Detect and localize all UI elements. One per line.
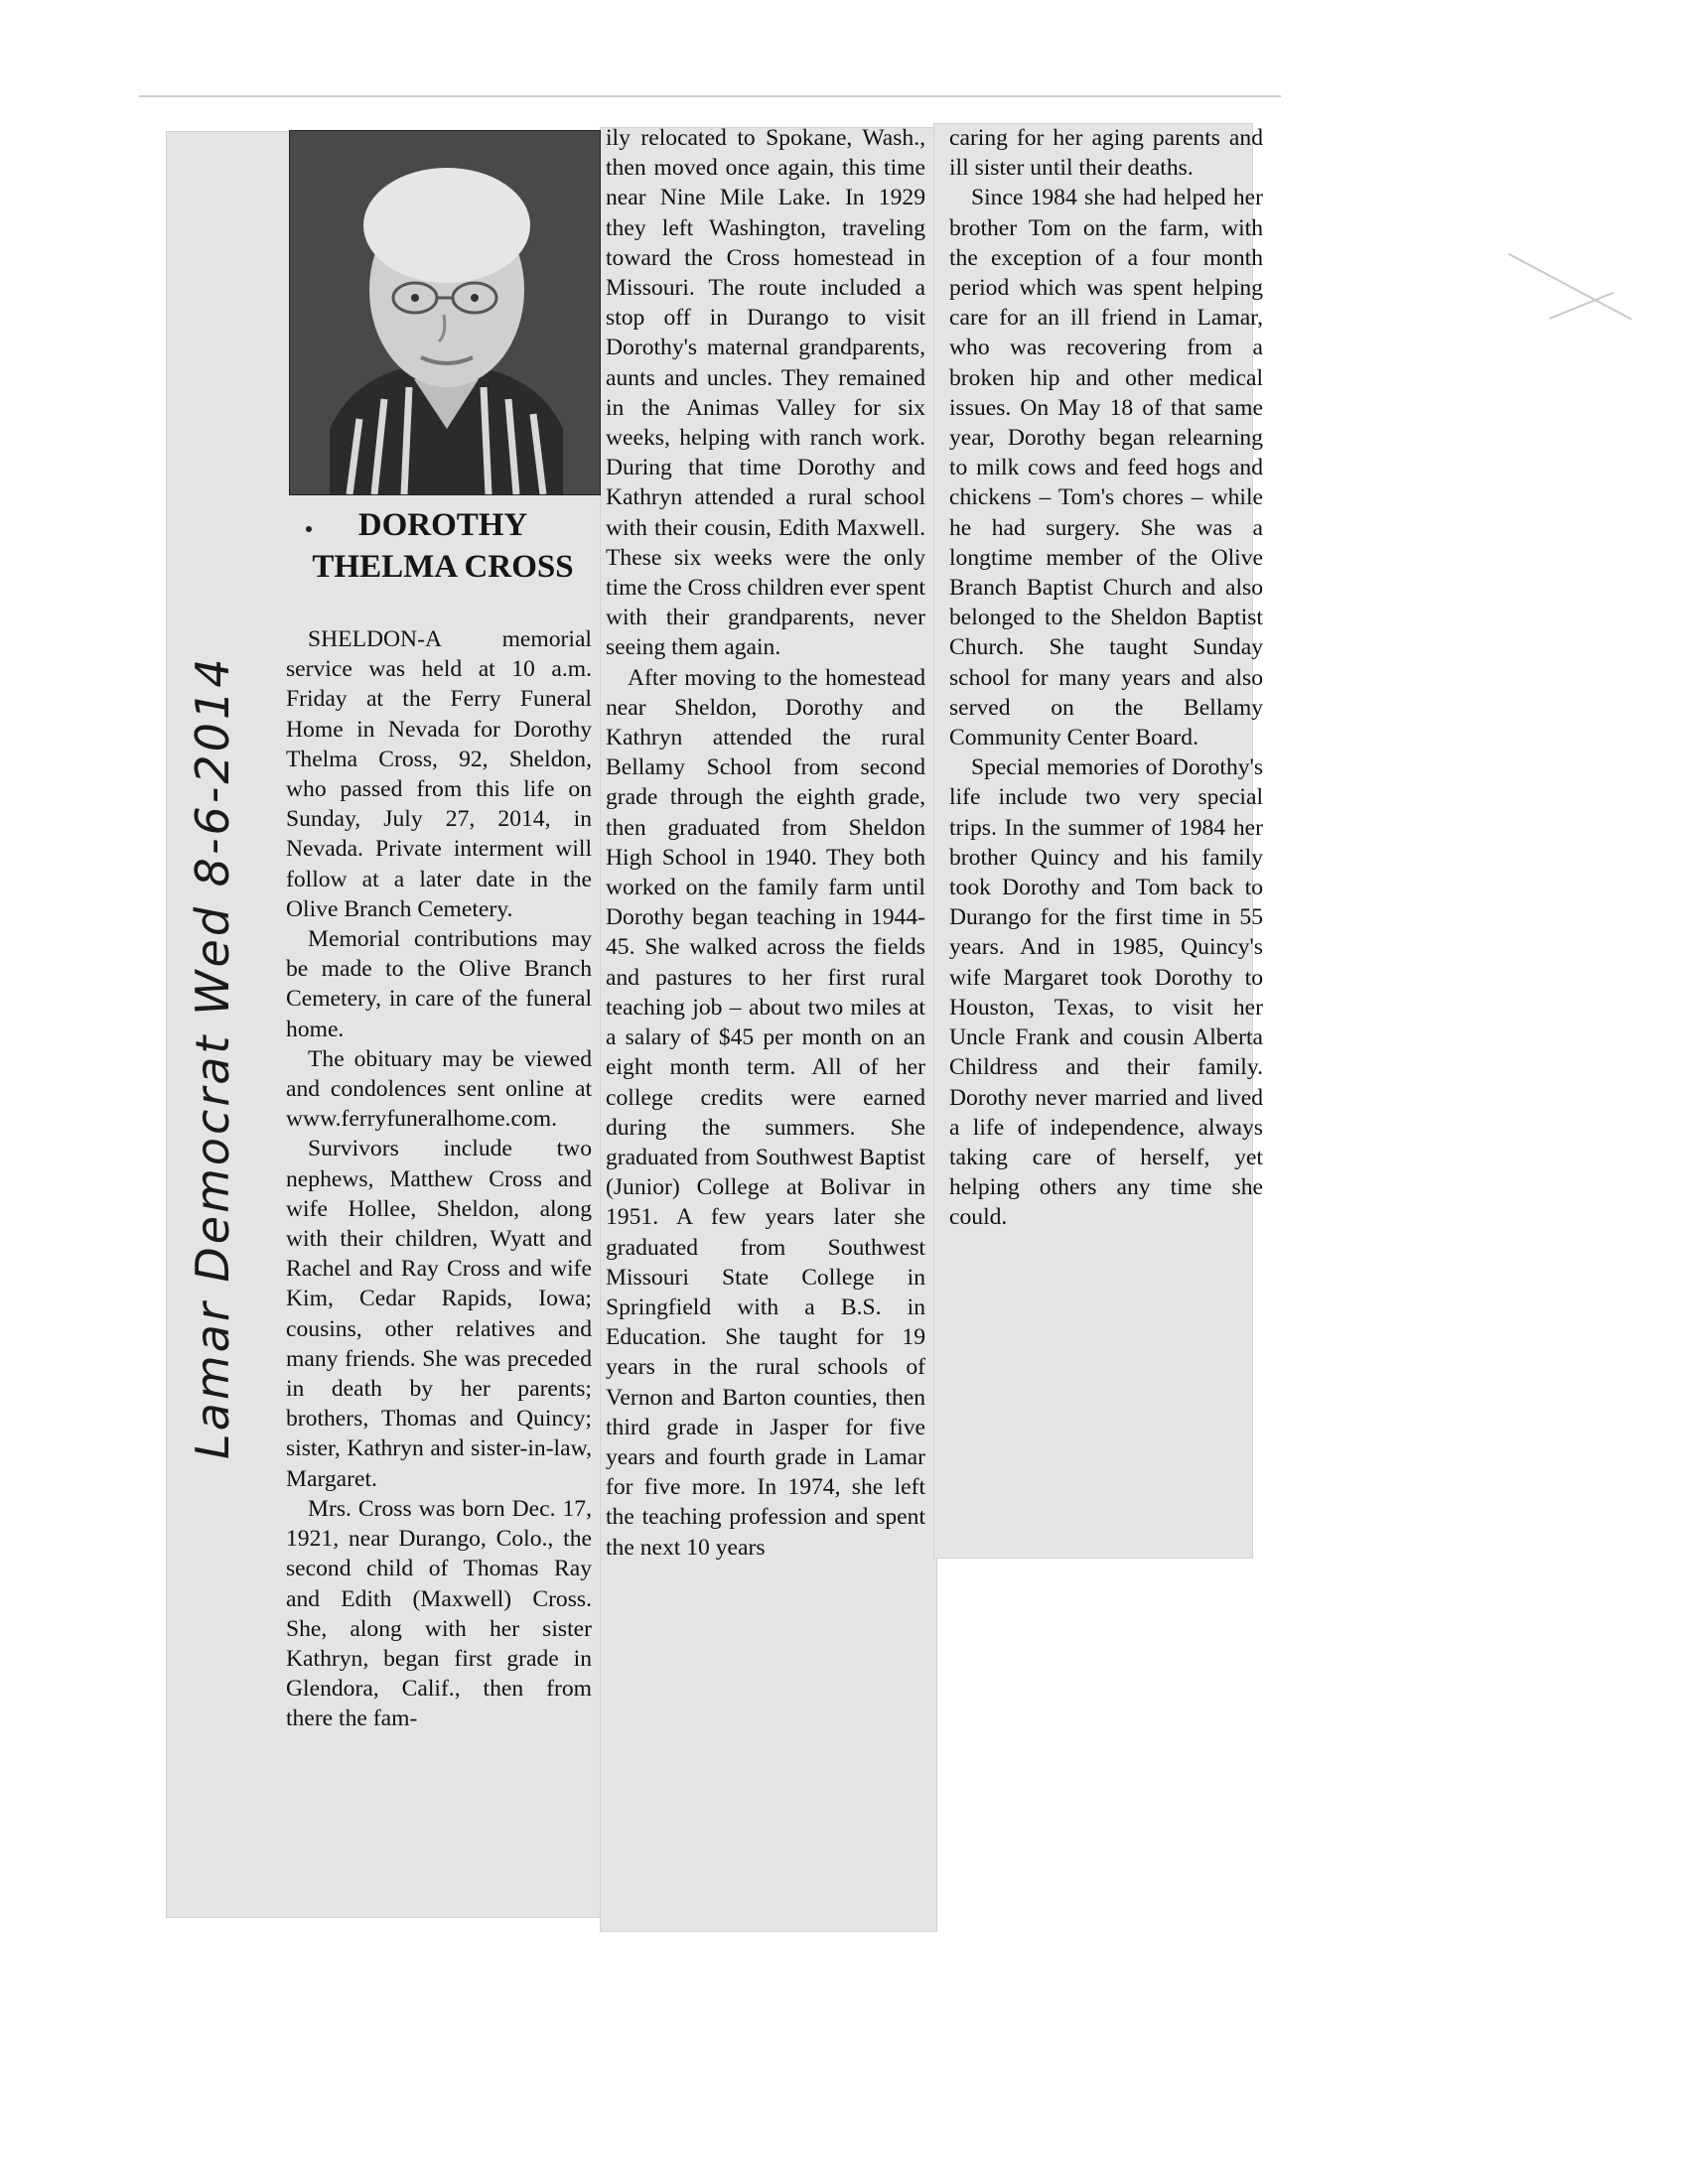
obituary-column-1 [286,624,592,1734]
obituary-column-3 [949,123,1263,1233]
paragraph: Survivors include two nephews, Matthew Cross and wife Hollee, Sheldon, along with their children, Wyatt and Rachel and Ray Cross and wife Kim, Cedar Rapids, Iowa; cousins, other relatives and many friends. She was preceded in death by her parents; brothers, Thomas and Quincy; sister, Kathryn and sister-in-law, Margaret. [286,1136,592,1492]
handwritten-source-note: Lamar Democrat Wed 8-6-2014 [186,655,239,1459]
paragraph: ily relocated to Spokane, Wash., then moved once again, this time near Nine Mile Lake. In 1929 they left Washington, traveling toward the Cross homestead in Missouri. The route included a stop off in Durango to visit Dorothy's maternal grandparents, aunts and uncles. They remained in the Animas Valley for six weeks, helping with ranch work. During that time Dorothy and Kathryn attended a rural school with their cousin, Edith Maxwell. These six weeks were the only time the Cross children ever spent with their grandparents, never seeing them again. [606,125,925,661]
scan-edge-line [139,95,1281,97]
paragraph: Mrs. Cross was born Dec. 17, 1921, near Durango, Colo., the second child of Thomas Ray and Edith (Maxwell) Cross. She, along with her sister Kathryn, began first grade in Glendora, Calif., then from there the fam- [286,1495,592,1732]
portrait-illustration [290,131,600,494]
paragraph: The obituary may be viewed and condolences sent online at www.ferryfuneralhome.com. [286,1045,592,1133]
obituary-column-2 [606,123,925,1563]
paragraph: Since 1984 she had helped her brother Tom on the farm, with the exception of a four month period which was spent helping care for an ill friend in Lamar, who was recovering from a broken hip and other medical issues. On May 18 of that same year, Dorothy began relearning to milk cows and feed hogs and chickens – Tom's chores – while he had surgery. She was a longtime member of the Olive Branch Baptist Church and also belonged to the Sheldon Baptist Church. She taught Sunday school for many years and also served on the Bellamy Community Center Board. [949,185,1263,751]
paragraph: Special memories of Dorothy's life include two very special trips. In the summer of 1984 her brother Quincy and his family took Dorothy and Tom back to Durango for the first time in 55 years. And in 1985, Quincy's wife Margaret took Dorothy to Houston, Texas, to visit her Uncle Frank and cousin Alberta Childress and their family. Dorothy never married and lived a life of independence, always taking care of herself, yet helping others any time she could. [949,754,1263,1231]
paragraph: Memorial contributions may be made to the Olive Branch Cemetery, in care of the funeral home. [286,926,592,1042]
obituary-portrait-photo [289,130,601,495]
paragraph: After moving to the homestead near Sheldon, Dorothy and Kathryn attended the rural Bellamy School from second grade through the eighth grade, then graduated from Sheldon High School in 1940. They both worked on the family farm until Dorothy began teaching in 1944-45. She walked across the fields and pastures to her first rural teaching job – about two miles at a salary of $45 per month on an eight month term. All of her college credits were earned during the summers. She graduated from Southwest Baptist (Junior) College at Bolivar in 1951. A few years later she graduated from Southwest Missouri State College in Springfield with a B.S. in Education. She taught for 19 years in the rural schools of Vernon and Barton counties, then third grade in Jasper for five years and fourth grade in Lamar for five more. In 1974, she left the teaching profession and spent the next 10 years [606,664,925,1561]
headline-line-1: DOROTHY [357,507,528,543]
headline-line-2: THELMA CROSS [312,549,574,585]
obituary-headline [288,504,598,588]
paragraph: SHELDON-A memorial service was held at 10 a.m. Friday at the Ferry Funeral Home in Nevada for Dorothy Thelma Cross, 92, Sheldon, who passed from this life on Sunday, July 27, 2014, in Nevada. Private interment will follow at a later date in the Olive Branch Cemetery. [286,626,592,922]
paragraph: caring for her aging parents and ill sister until their deaths. [949,125,1263,182]
